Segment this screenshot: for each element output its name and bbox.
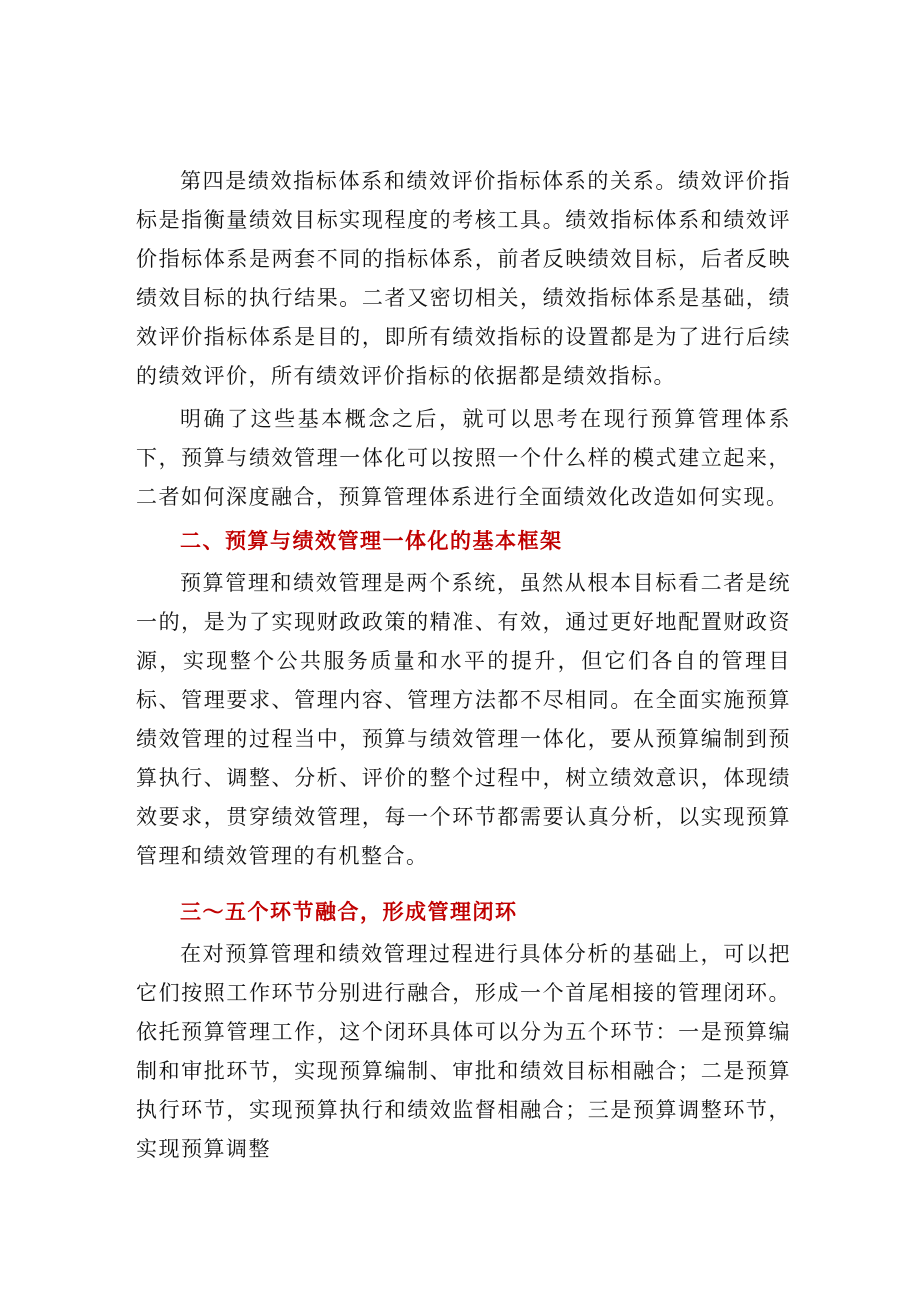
paragraph-performance-indicators: 第四是绩效指标体系和绩效评价指标体系的关系。绩效评价指标是指衡量绩效目标实现程度的考核工具。绩效指标体系和绩效评价指标体系是两套不同的指标体系，前者反映绩效目标，后者反映绩效目标的执行结果。二者又密切相关，绩效指标体系是基础，绩效评价指标体系是目的，即所有绩效指标的设置都是为了进行后续的绩效评价，所有绩效评价指标的依据都是绩效指标。 — [136, 169, 791, 388]
section-heading-five-stages: 三～五个环节融合，形成管理闭环 — [180, 899, 518, 924]
section-heading-framework: 二、预算与绩效管理一体化的基本框架 — [180, 528, 563, 553]
paragraph-five-stages: 在对预算管理和绩效管理过程进行具体分析的基础上，可以把它们按照工作环节分别进行融合，形成一个首尾相接的管理闭环。依托预算管理工作，这个闭环具体可以分为五个环节：一是预算编制和审批环节，实现预算编制、审批和绩效目标相融合；二是预算执行环节，实现预算执行和绩效监督相融合；三是预算调整环节，实现预算调整 — [136, 942, 791, 1161]
document-page — [136, 162, 791, 1173]
paragraph-basic-concepts: 明确了这些基本概念之后，就可以思考在现行预算管理体系下，预算与绩效管理一体化可以按照一个什么样的模式建立起来，二者如何深度融合，预算管理体系进行全面绩效化改造如何实现。 — [136, 407, 791, 509]
paragraph-framework: 预算管理和绩效管理是两个系统，虽然从根本目标看二者是统一的，是为了实现财政政策的精准、有效，通过更好地配置财政资源，实现整个公共服务质量和水平的提升，但它们各自的管理目标、管理要求、管理内容、管理方法都不尽相同。在全面实施预算绩效管理的过程当中，预算与绩效管理一体化，要从预算编制到预算执行、调整、分析、评价的整个过程中，树立绩效意识，体现绩效要求，贯穿绩效管理，每一个环节都需要认真分析，以实现预算管理和绩效管理的有机整合。 — [136, 571, 791, 868]
